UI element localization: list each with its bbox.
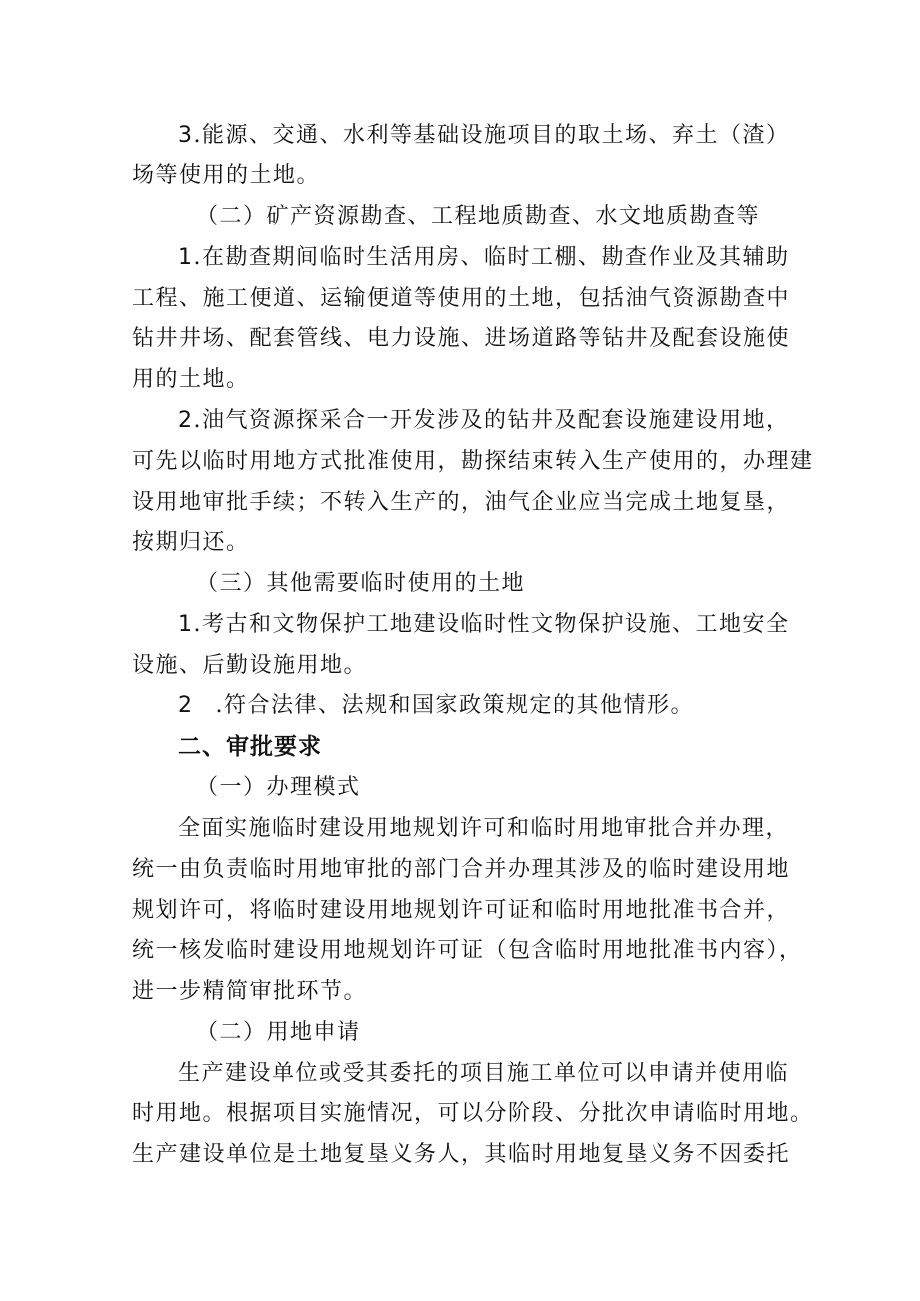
list-number: 3 <box>178 123 194 148</box>
list-number: 2 <box>178 408 194 433</box>
paragraph-line: 设施、后勤设施用地。 <box>132 653 368 678</box>
line-text: .符合法律、法规和国家政策规定的其他情形。 <box>215 693 694 718</box>
paragraph-line: 统一由负责临时用地审批的部门合并办理其涉及的临时建设用地 <box>132 857 791 882</box>
line-text: .考古和文物保护工地建设临时性文物保护设施、工地安全 <box>193 612 790 637</box>
paragraph-line <box>178 406 790 436</box>
line-text: .在勘查期间临时生活用房、临时工棚、勘查作业及其辅助 <box>193 245 790 270</box>
list-number: 1 <box>178 245 194 270</box>
paragraph-line: 按期归还。 <box>132 530 250 555</box>
line-text: .能源、交通、水利等基础设施项目的取土场、弃土（渣） <box>193 123 790 148</box>
section-subheading: （二）矿产资源勘查、工程地质勘查、水文地质勘查等 <box>196 204 761 229</box>
paragraph-line: 生产建设单位是土地复垦义务人，其临时用地复垦义务不因委托 <box>132 1142 791 1167</box>
line-text: .油气资源探采合一开发涉及的钻井及配套设施建设用地， <box>193 408 790 433</box>
paragraph-line: 全面实施临时建设用地规划许可和临时用地审批合并办理， <box>178 816 790 841</box>
section-subheading: （一）办理模式 <box>196 775 361 800</box>
paragraph-line <box>178 121 790 151</box>
paragraph-line: 规划许可，将临时建设用地规划许可证和临时用地批准书合并， <box>132 898 791 923</box>
paragraph-line: 进一步精简审批环节。 <box>132 979 368 1004</box>
list-number: 2 <box>178 693 194 718</box>
list-number: 1 <box>178 612 194 637</box>
paragraph-line: 场等使用的土地。 <box>132 163 321 188</box>
paragraph-line: 设用地审批手续；不转入生产的，油气企业应当完成土地复垦， <box>132 490 791 515</box>
paragraph-line: 钻井井场、配套管线、电力设施、进场道路等钻井及配套设施使 <box>132 326 791 351</box>
section-subheading: （二）用地申请 <box>196 1020 361 1045</box>
section-heading: 二、审批要求 <box>178 734 322 760</box>
paragraph-line: 时用地。根据项目实施情况，可以分阶段、分批次申请临时用地。 <box>132 1101 814 1126</box>
section-subheading: （三）其他需要临时使用的土地 <box>196 571 526 596</box>
paragraph-line: 可先以临时用地方式批准使用，勘探结束转入生产使用的，办理建 <box>132 449 814 474</box>
paragraph-line: 用的土地。 <box>132 367 250 392</box>
paragraph-line <box>178 691 694 721</box>
paragraph-line: 生产建设单位或受其委托的项目施工单位可以申请并使用临 <box>178 1061 790 1086</box>
paragraph-line: 统一核发临时建设用地规划许可证（包含临时用地批准书内容）， <box>132 938 803 963</box>
paragraph-line <box>178 610 790 640</box>
paragraph-line <box>178 243 790 273</box>
paragraph-line: 工程、施工便道、运输便道等使用的土地，包括油气资源勘查中 <box>132 286 791 311</box>
